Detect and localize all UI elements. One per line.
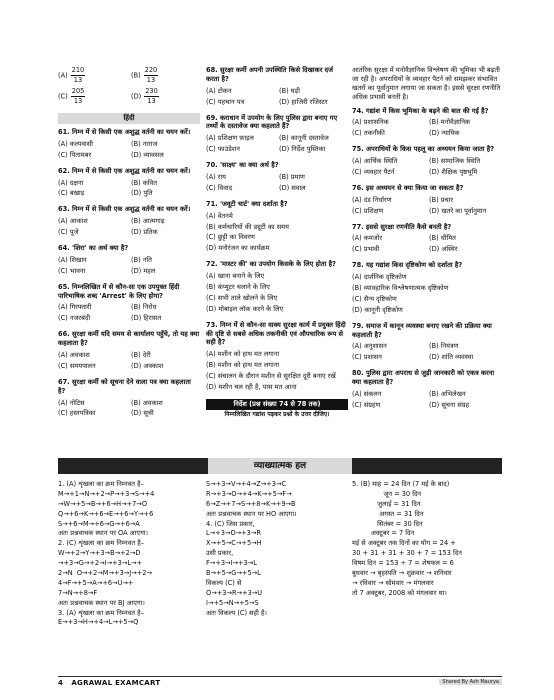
solution-line: Q→+6→K→+6→E→+6→Y→+6 bbox=[58, 509, 154, 518]
option: (B) निरोध bbox=[131, 303, 157, 312]
denominator: 13 bbox=[147, 96, 156, 105]
option: (C) प्रशासन bbox=[352, 353, 382, 362]
option: (A) मशीन को हाथ मत लगाना bbox=[206, 350, 280, 359]
numerator: 210 bbox=[71, 66, 85, 74]
fraction-option bbox=[58, 66, 127, 85]
solution-line: सितंबर = 30 दिन bbox=[352, 519, 423, 528]
question-text: 80. पुलिस द्वारा अपराध से जुड़ी जानकारी को एकत्र करना क्या कहलाता है? bbox=[352, 369, 495, 387]
question-text: 73. निम्न में से कौन-सा वाक्य सुरक्षा कार्य में प्रयुक्त हिंदी की दृष्टि से सबसे अधिक तकनीकी एवं औपचारिक रूप से सही है? bbox=[206, 320, 346, 347]
question-list-col1 bbox=[58, 128, 200, 420]
solution-line: B→+5→G→+5→L bbox=[206, 569, 261, 578]
option: (C) समयपालन bbox=[58, 361, 96, 370]
option: (C) सैन्य दृष्टिकोण bbox=[352, 294, 397, 303]
option: (B) कवित bbox=[131, 178, 157, 187]
solution-line: 7→N→+8→F bbox=[58, 588, 98, 597]
solution-line: अगस्त = 31 दिन bbox=[352, 509, 424, 518]
solution-line: 30 + 31 + 31 + 30 + 7 = 153 दिन bbox=[352, 549, 462, 558]
numerator: 230 bbox=[145, 86, 158, 95]
option-grid bbox=[206, 173, 348, 195]
numerator: 220 bbox=[144, 66, 158, 74]
option: (D) सवाल bbox=[279, 183, 306, 192]
option: (D) पुति bbox=[131, 189, 153, 198]
option: (C) हस्तपत्रिका bbox=[58, 409, 96, 418]
solution-line: → रविवार → सोमवार → मंगलवार bbox=[352, 578, 434, 587]
footer bbox=[58, 676, 502, 688]
option: (D) खतरे का पूर्वानुमान bbox=[429, 206, 487, 215]
option: (B) नियंत्रण bbox=[429, 342, 459, 351]
option: (B) कंप्यूटर चलाने के लिए bbox=[206, 283, 270, 292]
option: (B) घड़ी bbox=[279, 86, 300, 95]
fraction-option bbox=[58, 87, 127, 106]
denominator: 13 bbox=[73, 96, 83, 105]
question-text: 72. 'मास्टर की' का उपयोग किसके के लिए होता है? bbox=[206, 260, 336, 269]
option: (A) गिरफ्तारी bbox=[58, 303, 92, 312]
denominator: 13 bbox=[146, 75, 156, 84]
question-text: 71. 'जवूटी चार्ट' क्या दर्शाता है? bbox=[206, 199, 288, 208]
option: (C) संचालन के दौरान मशीन से सुरक्षित दूरी बनाए रखें bbox=[206, 372, 336, 381]
question-text: 67. सुरक्षा कर्मी को सूचना देने वाला पत्र क्या कहलाता है? bbox=[58, 377, 191, 395]
option-list bbox=[206, 272, 348, 316]
option: (B) व्यावहारिक विश्लेषणात्मक दृष्टिकोण bbox=[352, 284, 449, 293]
page-number: 4 bbox=[58, 678, 63, 687]
solutions-title: व्याख्यात्मक हल bbox=[208, 458, 352, 474]
solution-line: जून = 30 दिन bbox=[352, 489, 422, 498]
solution-line: I→+5→N→+5→S bbox=[206, 598, 259, 607]
option: (A) दंड निर्धारण bbox=[352, 195, 392, 204]
option: (B) अवकाश bbox=[131, 398, 163, 407]
option: (D) महल bbox=[131, 266, 156, 275]
option: (A) आर्थिक स्थिति bbox=[352, 157, 398, 166]
question-text: 75. अपराधियों के किस पहलू का अध्ययन किया जाता है? bbox=[352, 145, 495, 154]
option: (A) आकाश bbox=[58, 217, 88, 226]
solution-line: उसी प्रकार, bbox=[206, 549, 234, 558]
fraction bbox=[144, 87, 159, 106]
option: (D) सूची bbox=[131, 409, 154, 418]
denominator: 13 bbox=[73, 75, 83, 84]
solution-line: L→+3→O→+3→R bbox=[206, 529, 261, 538]
option: (D) कानूनी दृष्टिकोण bbox=[352, 305, 403, 314]
option: (A) टोकन bbox=[206, 86, 232, 95]
solutions-col1 bbox=[58, 480, 198, 628]
option: (C) नजरबंदी bbox=[58, 314, 91, 323]
solution-line: 5. (B) माह = 24 दिन (7 मई के बाद) bbox=[352, 480, 450, 488]
solution-line: अक्टूबर = 7 दिन bbox=[352, 529, 415, 538]
option: (C) पूजे bbox=[58, 228, 79, 237]
solutions-col2 bbox=[206, 480, 346, 618]
solution-line: बुधवार → बृहस्पति → शुक्रवार → शनिवार bbox=[352, 569, 452, 578]
option: (B) मनोवैज्ञानिक bbox=[429, 118, 471, 127]
question-text: 70. 'साक्ष्य' का क्या अर्थ है? bbox=[206, 161, 279, 170]
question-list-col2 bbox=[206, 66, 348, 394]
solution-line: →W→+5→B→+6→H→+7→O bbox=[58, 499, 148, 508]
solution-line: विषम दिन = 153 ÷ 7 = शेषफल = 6 bbox=[352, 559, 454, 568]
solution-line: अतः प्रश्नवाचक स्थान पर HO आएगा। bbox=[206, 509, 297, 518]
question-text: 61. निम्न में से किसी एक अशुद्ध वर्तनी का चयन करें। bbox=[58, 128, 191, 136]
question-text: 79. समाज में कानून व्यवस्था बनाए रखने की प्रक्रिया क्या कहलाती है? bbox=[352, 321, 492, 339]
option-label: (D) bbox=[131, 92, 142, 101]
solution-line: अतः विकल्प (C) सही है। bbox=[206, 608, 267, 617]
option: (B) प्रचार bbox=[429, 195, 454, 204]
question-text: 65. निम्नलिखित में से कौन-सा एक उपयुक्त हिंदी पारिभाषिक शब्द 'Arrest' के लिए होगा? bbox=[58, 282, 180, 300]
option-grid bbox=[58, 179, 200, 201]
section-title-hindi: हिंदी bbox=[58, 113, 200, 124]
option-grid bbox=[352, 157, 502, 179]
option: (A) नोटिस bbox=[58, 398, 85, 407]
option: (A) प्रशासनिक bbox=[352, 118, 389, 127]
option-grid bbox=[58, 303, 200, 325]
option: (A) दक्षना bbox=[58, 178, 84, 187]
directive-heading: निर्देश (प्रश्न संख्या 74 से 78 तक) bbox=[206, 399, 348, 410]
question-text: 76. इस अध्ययन से क्या किया जा सकता है? bbox=[352, 183, 464, 192]
question-text: 68. सुरक्षा कर्मी अपनी उपस्थिति किसे दिखाकर दर्ज करता है? bbox=[206, 66, 334, 83]
option: (D) न्यायिक bbox=[429, 129, 460, 138]
option: (C) विवाद bbox=[206, 183, 233, 192]
option-label: (B) bbox=[131, 71, 141, 80]
column-2 bbox=[206, 66, 348, 419]
option: (A) राय bbox=[206, 173, 226, 182]
option-list bbox=[206, 350, 348, 394]
option: (A) प्रशिक्षण फ़ाइल bbox=[206, 134, 254, 143]
fraction-option bbox=[131, 87, 200, 106]
option-grid bbox=[58, 351, 200, 373]
solution-line: 4. (C) जिस प्रकार, bbox=[206, 519, 255, 528]
solution-line: O→+3→R→+3→U bbox=[206, 588, 263, 597]
option-grid bbox=[352, 196, 502, 218]
numerator: 205 bbox=[71, 86, 85, 95]
solution-line: तो 7 अक्टूबर, 2008 को मंगलवार था। bbox=[352, 588, 447, 597]
option: (B) प्रमाण bbox=[279, 173, 305, 182]
brand-logo: AGRAWAL EXAMCART bbox=[71, 678, 161, 687]
option-grid bbox=[58, 217, 200, 239]
option: (A) कमजोर bbox=[352, 234, 383, 243]
option: (D) अवकाश bbox=[131, 361, 164, 370]
option: (D) मोबाइल लॉक करने के लिए bbox=[206, 304, 284, 313]
option-grid bbox=[206, 87, 348, 109]
column-1 bbox=[58, 66, 200, 425]
solution-line: R→+3→O→+4→K→+5→F→ bbox=[206, 489, 292, 498]
question-text: 66. सुरक्षा कर्मी यदि समय से कार्यालय पहुँचे, तो यह क्या कहलाता है? bbox=[58, 330, 200, 348]
solution-line: S→+3→V→+4→Z→+3→C bbox=[206, 480, 287, 488]
option: (A) कल्पवासी bbox=[58, 139, 93, 148]
option: (B) अभिलेखन bbox=[429, 390, 466, 399]
solution-line: X→+5→C→+5→H bbox=[206, 539, 262, 548]
option: (D) व्यावसल bbox=[131, 150, 164, 159]
option-grid bbox=[352, 390, 502, 412]
solution-line: E→+3→H→+4→L→+5→Q bbox=[58, 618, 139, 627]
option: (D) अस्थिर bbox=[429, 245, 458, 254]
solutions-col3 bbox=[352, 480, 502, 599]
question-list-col3 bbox=[352, 107, 502, 412]
option: (B) कर्मचारियों की ड्यूटी का समय bbox=[206, 222, 289, 231]
question-text: 78. यह गद्यांश किस दृष्टिकोण को दर्शाता है? bbox=[352, 261, 463, 270]
fraction bbox=[71, 87, 86, 106]
solution-line: विकल्प (C) से bbox=[206, 578, 242, 587]
option: (D) मनोरंजन का कार्यक्रम bbox=[206, 244, 270, 253]
option: (B) नाराज bbox=[131, 139, 158, 148]
option: (A) संकलन bbox=[352, 390, 382, 399]
solutions-band bbox=[58, 458, 502, 474]
option: (A) अवकाश bbox=[58, 351, 90, 360]
option: (C) व्यवहार पैटर्न bbox=[352, 168, 395, 177]
solution-line: F→+3→I→+3→L bbox=[206, 559, 257, 568]
option: (C) फाउंडेशन bbox=[206, 145, 240, 154]
passage-text: आतंरिक सुरक्षा में मनोवैज्ञानिक विश्लेषण की भूमिका भी बढ़ती जा रही है। अपराधियों के व्यवहार पैटर्न को समझकर संभावित खतरों का पूर्वानुमान लगाया जा सकता है। इससे सुरक्षा रणनीति अधिक प्रभावी बनती है। bbox=[352, 66, 501, 101]
option: (B) देरी bbox=[131, 351, 151, 360]
fraction-options bbox=[58, 66, 200, 108]
option: (C) पितामबर bbox=[58, 150, 92, 159]
option-list bbox=[352, 273, 502, 317]
solution-line: S→+6→M→+6→G→+6→A bbox=[58, 519, 140, 528]
option-label: (C) bbox=[58, 92, 68, 101]
question-text: 69. कराधान में उपयोग के लिए पुलिस द्वारा बनाए गए तथ्यों के दस्तावेज क्या कहलाते हैं? bbox=[206, 113, 338, 131]
fraction-option bbox=[131, 66, 200, 85]
option: (B) कानूनी दस्तावेज bbox=[279, 134, 329, 143]
shared-stamp: Shared By Ash Maurya bbox=[439, 679, 502, 686]
option: (D) शैक्षिक पृष्ठभूमि bbox=[429, 168, 478, 177]
option: (C) संग्रहण bbox=[352, 400, 381, 409]
solution-line: 1. (A) शृंखला का क्रम निम्नवत है– bbox=[58, 480, 144, 488]
option: (C) प्रशिक्षण bbox=[352, 206, 384, 215]
solution-line: 2→N O→+2→M→+3→J→+2→ bbox=[58, 569, 152, 578]
option: (A) खाना बनाने के लिए bbox=[206, 272, 265, 281]
option: (D) सूचना संग्रह bbox=[429, 400, 470, 409]
question-text: 62. निम्न में से किसी एक अशुद्ध वर्तनी का चयन करें। bbox=[58, 166, 191, 175]
option: (B) आत्मगाढ़ bbox=[131, 217, 165, 226]
directive-subheading: निम्नलिखित गद्यांश पढ़कर प्रश्नों के उत्तर दीजिए। bbox=[224, 410, 330, 418]
option: (C) सभी ताले खोलने के लिए bbox=[206, 293, 278, 302]
question-text: 77. इससे सुरक्षा रणनीति कैसे बनती है? bbox=[352, 222, 452, 231]
option: (B) मशीन को हाथ मत लगाना bbox=[206, 361, 280, 370]
option: (D) हिरासत bbox=[131, 314, 162, 323]
solution-line: अतः प्रश्नवाचक स्थान पर BJ आएगा। bbox=[58, 598, 145, 607]
option: (B) सामाजिक स्थिति bbox=[429, 157, 481, 166]
option: (C) प्रभावी bbox=[352, 245, 380, 254]
option-label: (A) bbox=[58, 71, 68, 80]
column-3 bbox=[352, 66, 502, 417]
option-grid bbox=[206, 134, 348, 156]
question-text: 74. गद्यांश में किस भूमिका के बढ़ने की बात की गई है? bbox=[352, 106, 489, 115]
option: (C) छुट्टी का विवरण bbox=[206, 233, 255, 242]
solution-line: अतः प्रश्नवाचक स्थान पर OA आएगा। bbox=[58, 529, 148, 538]
solution-line: मई से अक्टूबर तक दिनों का योग = 24 + bbox=[352, 539, 456, 548]
option-grid bbox=[352, 342, 502, 364]
fraction bbox=[71, 66, 86, 85]
solution-line: 4→F→+5→A→+6→U→+ bbox=[58, 578, 134, 587]
option: (D) शांति व्यवस्था bbox=[429, 353, 474, 362]
option-grid bbox=[58, 140, 200, 162]
option: (D) प्रतिक bbox=[131, 228, 158, 237]
option: (C) पहचान पत्र bbox=[206, 97, 245, 106]
option: (A) वेतनमे bbox=[206, 211, 233, 220]
solution-line: M→+1→N→+2→P→+3→S→+4 bbox=[58, 489, 155, 498]
option-grid bbox=[352, 234, 502, 256]
option: (B) धीमित bbox=[429, 234, 456, 243]
option-grid bbox=[58, 256, 200, 278]
option-list bbox=[206, 212, 348, 256]
option: (A) शिखान bbox=[58, 255, 87, 264]
option: (A) दार्शनिक दृष्टिकोण bbox=[352, 273, 407, 282]
solution-line: →+3→G→+2→I→+3→L→+ bbox=[58, 559, 143, 568]
question-text: 63. निम्न में से किसी एक अशुद्ध वर्तनी का चयन करें। bbox=[58, 205, 191, 214]
solution-line: W→+2→Y→+3→B→+2→D bbox=[58, 549, 141, 558]
option: (C) तकनीकी bbox=[352, 129, 385, 138]
option: (D) निर्देश पुस्तिका bbox=[279, 145, 326, 154]
fraction bbox=[144, 66, 159, 85]
option: (D) हाजिरी रजिस्टर bbox=[279, 97, 328, 106]
option-grid bbox=[58, 399, 200, 421]
option: (C) बखाड़ bbox=[58, 189, 85, 198]
option-grid bbox=[352, 118, 502, 140]
solution-line: जुलाई = 31 दिन bbox=[352, 499, 421, 508]
option: (B) नति bbox=[131, 255, 152, 264]
solution-line: 6→Z→+7→S→+8→K→+9→B bbox=[206, 499, 296, 508]
solution-line: 2. (C) शृंखला का क्रम निम्नवत है– bbox=[58, 539, 145, 548]
solution-line: 3. (A) शृंखला का क्रम निम्नवत है– bbox=[58, 608, 144, 617]
question-text: 64. 'शिरा' का अर्थ क्या है? bbox=[58, 244, 129, 253]
option: (A) अनुशासन bbox=[352, 342, 387, 351]
option: (C) भावना bbox=[58, 266, 86, 275]
option: (D) मशीन चल रही है, पास मत आना bbox=[206, 383, 297, 392]
